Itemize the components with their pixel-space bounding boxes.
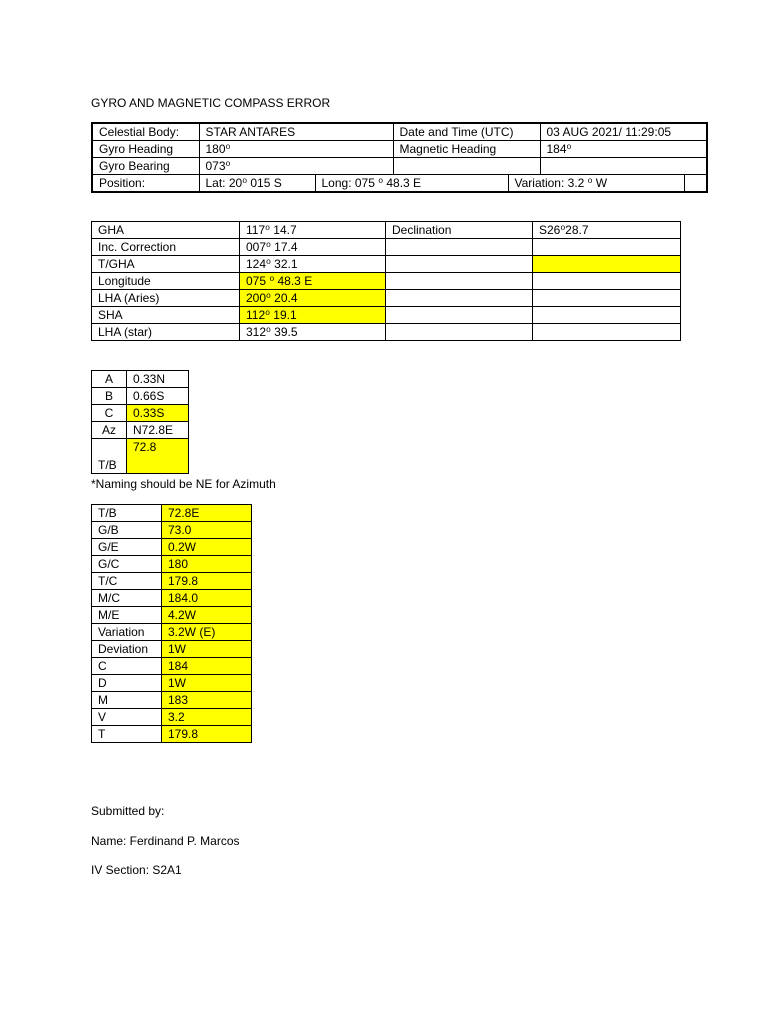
table-row — [92, 307, 681, 324]
tb-label: T/B — [92, 439, 127, 474]
calc-col3 — [386, 290, 533, 307]
calc-label: SHA — [92, 307, 240, 324]
table-row — [92, 290, 681, 307]
calc-col3 — [386, 239, 533, 256]
calc-col3 — [386, 307, 533, 324]
error-label: G/C — [92, 556, 162, 573]
datetime-value: 03 AUG 2021/ 11:29:05 — [540, 123, 707, 141]
table-row — [92, 324, 681, 341]
datetime-label: Date and Time (UTC) — [393, 123, 540, 141]
student-section: IV Section: S2A1 — [91, 863, 182, 877]
calc-col4 — [533, 290, 681, 307]
error-value: 179.8 — [162, 726, 252, 743]
calc-value: 007⁰ 17.4 — [240, 239, 386, 256]
error-value: 180 — [162, 556, 252, 573]
position-label: Position: — [92, 175, 199, 193]
error-label: T/C — [92, 573, 162, 590]
error-value: 1W — [162, 675, 252, 692]
gyro-bearing-value: 073⁰ — [199, 158, 393, 175]
table-row — [92, 123, 707, 141]
table-row — [92, 239, 681, 256]
error-value: 3.2W (E) — [162, 624, 252, 641]
error-value: 184 — [162, 658, 252, 675]
empty-cell — [393, 158, 540, 175]
abc-value: 0.66S — [127, 388, 189, 405]
table-row — [92, 388, 189, 405]
error-value: 184.0 — [162, 590, 252, 607]
table-row — [92, 709, 252, 726]
naming-note: *Naming should be NE for Azimuth — [91, 477, 276, 491]
table-row — [92, 726, 252, 743]
error-value: 179.8 — [162, 573, 252, 590]
gyro-heading-label: Gyro Heading — [92, 141, 199, 158]
calc-col4 — [533, 324, 681, 341]
abc-label: C — [92, 405, 127, 422]
error-label: M/E — [92, 607, 162, 624]
error-value: 1W — [162, 641, 252, 658]
table-row — [92, 256, 681, 273]
variation-value: Variation: 3.2 ⁰ W — [514, 176, 608, 190]
table-row — [92, 371, 189, 388]
gyro-heading-value: 180⁰ — [199, 141, 393, 158]
error-label: M/C — [92, 590, 162, 607]
table-row — [92, 522, 252, 539]
longitude-value: Long: 075 ⁰ 48.3 E — [316, 175, 509, 191]
tb-value: 72.8 — [127, 439, 189, 474]
error-label: Deviation — [92, 641, 162, 658]
calc-value: 117⁰ 14.7 — [240, 222, 386, 239]
table-row — [92, 175, 707, 193]
error-label: T/B — [92, 505, 162, 522]
calc-col3: Declination — [386, 222, 533, 239]
table-row — [92, 405, 189, 422]
calc-label: Inc. Correction — [92, 239, 240, 256]
calc-label: Longitude — [92, 273, 240, 290]
error-label: D — [92, 675, 162, 692]
error-value: 72.8E — [162, 505, 252, 522]
table-row — [92, 624, 252, 641]
error-table — [91, 504, 252, 743]
error-label: M — [92, 692, 162, 709]
calc-col4 — [533, 273, 681, 290]
submitted-by: Submitted by: — [91, 804, 165, 818]
abc-label: B — [92, 388, 127, 405]
position-values — [199, 175, 684, 193]
error-label: G/E — [92, 539, 162, 556]
abc-value: N72.8E — [127, 422, 189, 439]
celestial-body-value: STAR ANTARES — [199, 123, 393, 141]
table-row — [92, 505, 252, 522]
table-row — [92, 573, 252, 590]
error-value: 4.2W — [162, 607, 252, 624]
error-value: 3.2 — [162, 709, 252, 726]
gyro-bearing-label: Gyro Bearing — [92, 158, 199, 175]
error-label: G/B — [92, 522, 162, 539]
calc-col3 — [386, 256, 533, 273]
calc-value: 200⁰ 20.4 — [240, 290, 386, 307]
latitude-value: Lat: 20⁰ 015 S — [200, 175, 316, 191]
error-value: 183 — [162, 692, 252, 709]
table-row — [92, 539, 252, 556]
calculation-table — [91, 221, 681, 341]
table-row — [92, 658, 252, 675]
error-value: 73.0 — [162, 522, 252, 539]
celestial-body-label: Celestial Body: — [92, 123, 199, 141]
calc-value: 312⁰ 39.5 — [240, 324, 386, 341]
student-name: Name: Ferdinand P. Marcos — [91, 834, 240, 848]
empty-cell — [540, 158, 707, 175]
calc-value: 124⁰ 32.1 — [240, 256, 386, 273]
calc-col4: S26⁰28.7 — [533, 222, 681, 239]
abc-value: 0.33S — [127, 405, 189, 422]
magnetic-heading-value: 184⁰ — [540, 141, 707, 158]
calc-label: GHA — [92, 222, 240, 239]
calc-value: 112⁰ 19.1 — [240, 307, 386, 324]
info-table — [91, 122, 708, 193]
table-row — [92, 273, 681, 290]
table-row — [92, 141, 707, 158]
table-row — [92, 641, 252, 658]
table-row — [92, 692, 252, 709]
abc-label: Az — [92, 422, 127, 439]
error-label: V — [92, 709, 162, 726]
calc-col4 — [533, 307, 681, 324]
abc-table — [91, 370, 189, 474]
table-row — [92, 158, 707, 175]
calc-label: LHA (star) — [92, 324, 240, 341]
calc-label: T/GHA — [92, 256, 240, 273]
calc-value: 075 ⁰ 48.3 E — [240, 273, 386, 290]
abc-value: 0.33N — [127, 371, 189, 388]
error-label: Variation — [92, 624, 162, 641]
calc-label: LHA (Aries) — [92, 290, 240, 307]
error-label: T — [92, 726, 162, 743]
error-value: 0.2W — [162, 539, 252, 556]
abc-label: A — [92, 371, 127, 388]
table-row — [92, 422, 189, 439]
calc-col4 — [533, 239, 681, 256]
table-row — [92, 222, 681, 239]
empty-cell — [684, 175, 707, 193]
error-label: C — [92, 658, 162, 675]
table-row — [92, 607, 252, 624]
page-title: GYRO AND MAGNETIC COMPASS ERROR — [91, 96, 331, 110]
table-row — [92, 556, 252, 573]
calc-col3 — [386, 324, 533, 341]
magnetic-heading-label: Magnetic Heading — [393, 141, 540, 158]
table-row — [92, 439, 189, 474]
calc-col4 — [533, 256, 681, 273]
table-row — [92, 675, 252, 692]
calc-col3 — [386, 273, 533, 290]
table-row — [92, 590, 252, 607]
